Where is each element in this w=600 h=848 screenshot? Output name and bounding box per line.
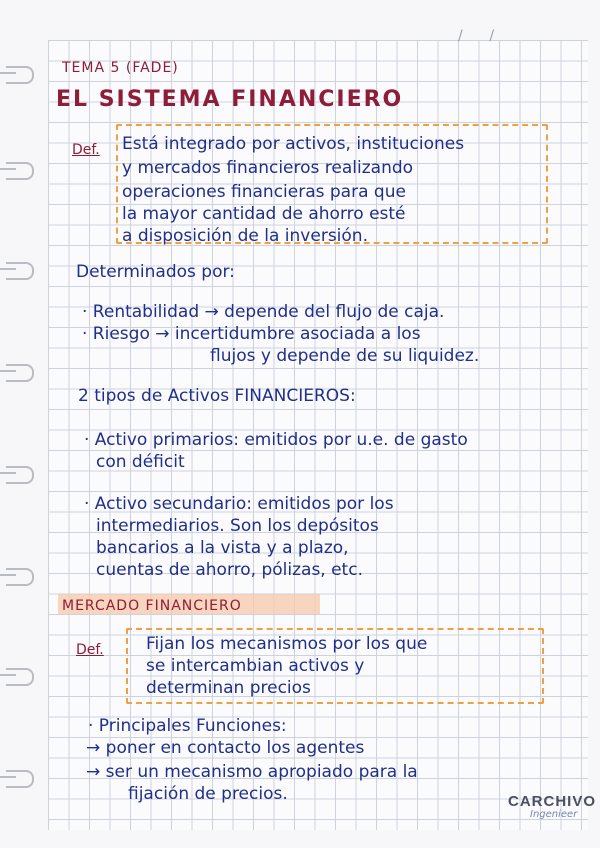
section-heading: Determinados por: (76, 262, 235, 282)
bullet-line: cuentas de ahorro, pólizas, etc. (96, 560, 363, 580)
bullet-line: · Rentabilidad → depende del flujo de caja. (82, 302, 445, 322)
binder-ring-icon (6, 466, 34, 484)
bullet-line: intermediarios. Son los depósitos (96, 516, 379, 536)
pen-marks-icon: / / (458, 28, 495, 44)
definition-line: Fijan los mecanismos por los que (146, 634, 428, 654)
brand-logo: CARCHIVO (508, 793, 597, 810)
bullet-line: → poner en contacto los agentes (86, 738, 365, 758)
binder-ring-icon (6, 770, 34, 788)
binder-ring-icon (6, 364, 34, 382)
section-heading: MERCADO FINANCIERO (62, 598, 242, 614)
definition-line: Está integrado por activos, instituciones (122, 134, 465, 154)
bullet-line: bancarios a la vista y a plazo, (96, 538, 349, 558)
bullet-line: → ser un mecanismo apropiado para la (86, 762, 418, 782)
binder-ring-icon (6, 668, 34, 686)
binder-ring-icon (6, 66, 34, 84)
page-title: EL SISTEMA FINANCIERO (56, 87, 404, 112)
definition-line: la mayor cantidad de ahorro esté (122, 204, 406, 224)
binder-ring-icon (6, 568, 34, 586)
section-heading: · Principales Funciones: (88, 716, 287, 736)
bullet-line: · Activo primarios: emitidos por u.e. de gasto (84, 430, 468, 450)
binder-ring-icon (6, 162, 34, 180)
definition-line: operaciones financieras para que (122, 182, 406, 202)
bullet-line: flujos y depende de su liquidez. (210, 346, 480, 366)
binder-ring-icon (6, 262, 34, 280)
bullet-line: · Riesgo → incertidumbre asociada a los (82, 324, 421, 344)
definition-line: determinan precios (146, 678, 311, 698)
section-heading: 2 tipos de Activos FINANCIEROS: (78, 386, 356, 406)
bullet-line: con déficit (96, 452, 185, 472)
definition-line: a disposición de la inversión. (122, 226, 368, 246)
topic-label: TEMA 5 (FADE) (62, 60, 179, 76)
definition-label: Def. (72, 142, 100, 158)
bullet-line: fijación de precios. (128, 784, 288, 804)
bullet-line: · Activo secundario: emitidos por los (84, 494, 394, 514)
definition-line: se intercambian activos y (146, 656, 365, 676)
definition-line: y mercados financieros realizando (122, 158, 414, 178)
definition-label: Def. (76, 642, 104, 658)
brand-logo-sub: Ingenieer (530, 809, 578, 820)
